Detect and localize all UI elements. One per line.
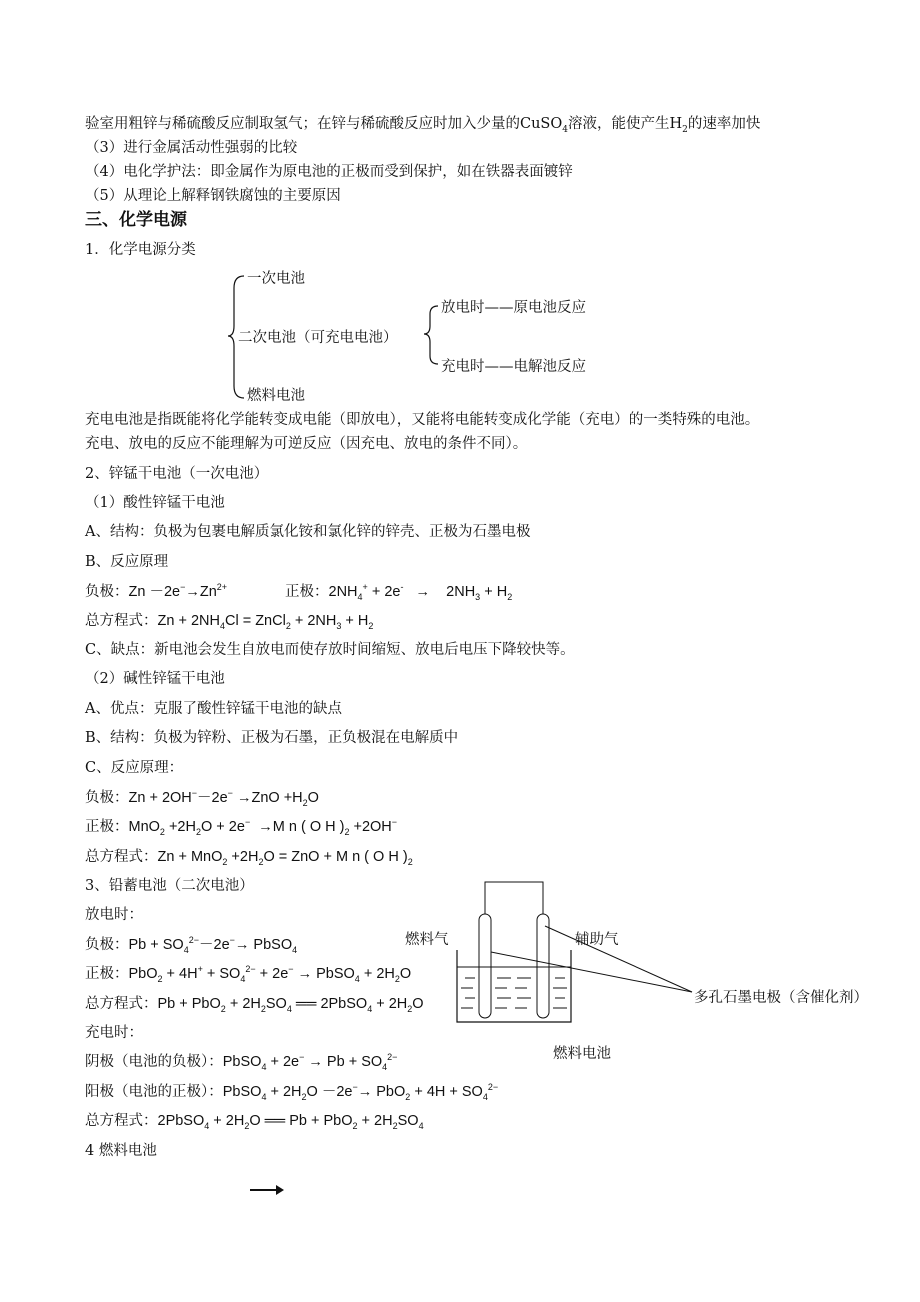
acidic-pos-eq: 正极：$2NH_4^+ + 2e^-$ → $2NH_3 + H_2$ xyxy=(285,582,513,602)
lead-neg-eq: 负极：$Pb + SO_4^{2-}-2e^-\to$ PbSO$_4$ xyxy=(85,935,298,955)
alkaline-neg-eq: 负极：$Zn + 2OH^--2e^- \to ZnO +H_2O$ xyxy=(85,788,319,808)
lead-acid-title: 3、铅蓄电池（二次电池） xyxy=(85,878,254,894)
right-electrode xyxy=(537,914,549,1018)
container xyxy=(457,950,571,1022)
wire xyxy=(485,882,543,915)
lead-discharge-label: 放电时： xyxy=(85,907,143,923)
desc-2: 充电、放电的反应不能理解为可逆反应（因充电、放电的条件不同）。 xyxy=(85,436,528,452)
tree-charge: 充电时——电解池反应 xyxy=(441,359,586,375)
acidic-neg-eq: 负极：$Zn -2e^-\to Zn^{2+}$ xyxy=(85,582,228,600)
intro-item-5: （5）从理论上解释钢铁腐蚀的主要原因 xyxy=(85,188,341,204)
tree-primary: 一次电池 xyxy=(247,271,305,287)
acidic-total-eq: 总方程式：$Zn + 2NH_4Cl$ = ZnCl$_2$ + $2NH_3 + H_2$ xyxy=(85,613,374,631)
electrolyte xyxy=(461,978,567,1008)
alkaline-total-eq: 总方程式：$Zn + MnO_2 +2H_2O$ = ZnO + M n ( O H )$_2$ xyxy=(85,849,413,867)
section-title: 三、化学电源 xyxy=(85,210,187,230)
acidic-structure: A、结构：负极为包裹电解质氯化铵和氯化锌的锌壳、正极为石墨电极 xyxy=(85,524,531,540)
lead-total-eq: 总方程式：$Pb + PbO_2 + 2H_2SO_4$ ══ 2PbSO$_4$ + $2H_2O$ xyxy=(85,996,424,1014)
tree-discharge: 放电时——原电池反应 xyxy=(441,300,586,316)
intro-line-1: 验室用粗锌与稀硫酸反应制取氢气；在锌与稀硫酸反应时加入少量的CuSO$_4$溶液，能使产生$H_2$的速率加快 xyxy=(85,116,761,135)
lead-charge-label: 充电时： xyxy=(85,1025,143,1041)
left-electrode xyxy=(479,914,491,1018)
classify-title: 1．化学电源分类 xyxy=(85,242,196,258)
alkaline-principle: C、反应原理： xyxy=(85,760,184,776)
alkaline-title: （2）碱性锌锰干电池 xyxy=(85,671,225,687)
diagram-caption: 燃料电池 xyxy=(553,1046,611,1062)
alkaline-structure: B、结构：负极为锌粉、正极为石墨，正负极混在电解质中 xyxy=(85,730,459,746)
fuel-cell-diagram xyxy=(395,870,895,1070)
inner-brace xyxy=(424,306,438,364)
tree-fuel: 燃料电池 xyxy=(247,388,305,404)
intro-item-4: （4）电化学护法：即金属作为原电池的正极而受到保护，如在铁器表面镀锌 xyxy=(85,164,573,180)
fuel-cell-title: 4 燃料电池 xyxy=(85,1143,157,1159)
lead-pos-eq: 正极：$PbO_2 + 4H^+ + SO_4^{2-} + 2e^-$ → PbSO$_4$ + $2H_2O$ xyxy=(85,964,412,984)
arrow-right-icon xyxy=(248,1182,288,1198)
lead-cathode-eq: 阴极（电池的负极）：PbSO$_4$ + $2e^- \to Pb + SO_4^{2-}$ xyxy=(85,1052,398,1072)
classification-braces xyxy=(0,0,920,420)
alkaline-pos-eq: 正极：$MnO_2 +2H_2O + 2e^- \to M$ n ( O H )$_2 +2OH^-$ xyxy=(85,817,398,837)
acidic-drawback: C、缺点：新电池会发生自放电而使存放时间缩短、放电后电压下降较快等。 xyxy=(85,642,575,658)
desc-1: 充电电池是指既能将化学能转变成电能（即放电），又能将电能转变成化学能（充电）的一类特殊的电池。 xyxy=(85,412,760,428)
acidic-principle: B、反应原理 xyxy=(85,554,169,570)
fuel-gas-label: 燃料气 xyxy=(405,932,449,948)
alkaline-advantage: A、优点：克服了酸性锌锰干电池的缺点 xyxy=(85,701,342,717)
zn-mn-title: 2、锌锰干电池（一次电池） xyxy=(85,466,269,482)
acidic-title: （1）酸性锌锰干电池 xyxy=(85,495,225,511)
lead-total2-eq: 总方程式：2PbSO$_4$ + $2H_2O$ ══ $Pb + PbO_2 + 2H_2SO_4$ xyxy=(85,1113,424,1131)
intro-item-3: （3）进行金属活动性强弱的比较 xyxy=(85,140,298,156)
electrode-label: 多孔石墨电极（含催化剂） xyxy=(694,990,868,1006)
lead-anode-eq: 阳极（电池的正极）：PbSO$_4$ + $2H_2O -2e^-\to PbO_2 + 4H + SO_4^{2-}$ xyxy=(85,1082,499,1102)
tree-secondary: 二次电池（可充电电池） xyxy=(238,330,398,346)
outer-brace xyxy=(228,276,244,398)
aux-gas-label: 辅助气 xyxy=(575,932,619,948)
